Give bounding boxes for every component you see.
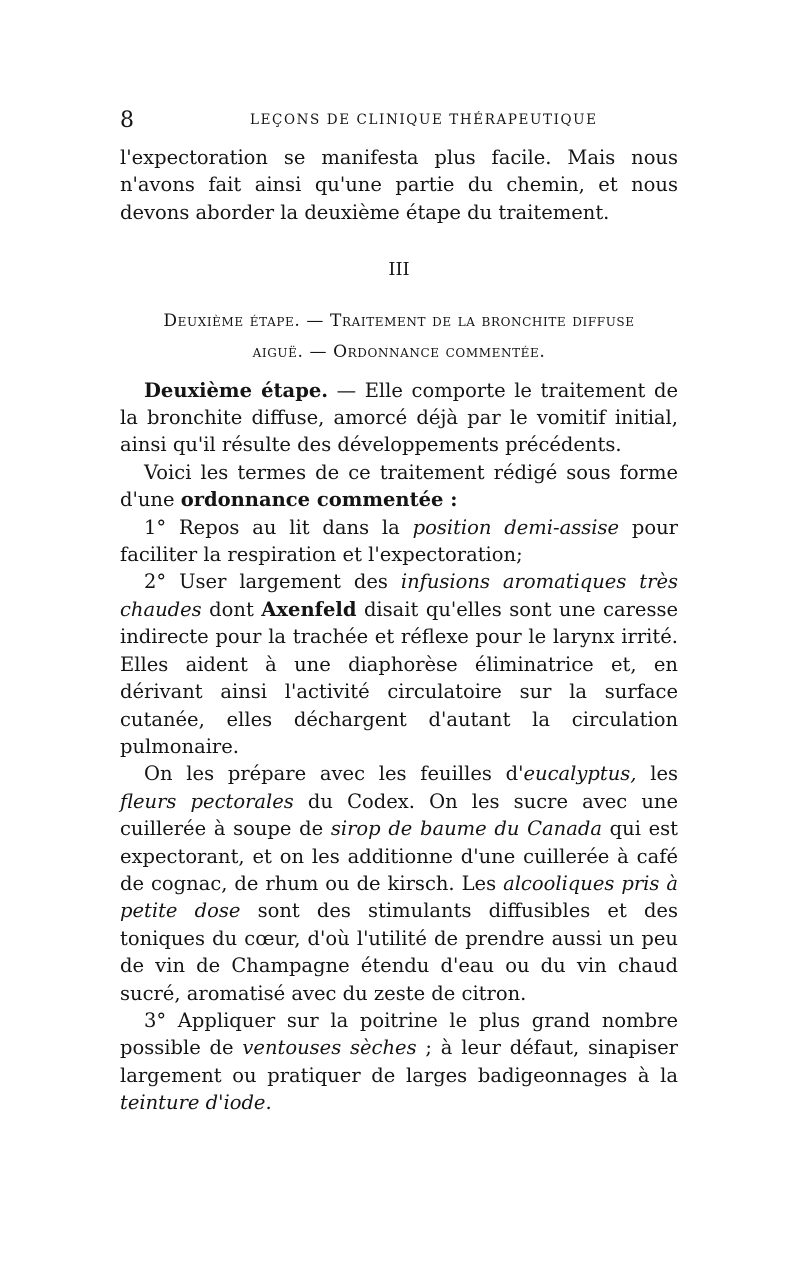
page-header xyxy=(120,108,678,144)
list-item-2: 2° User largement des infusions aromatiques très chaudes dont Axenfeld disait qu'elles sont une caresse indirecte pour la trachée et réflexe pour le larynx irrité. Elles aident à une diaphorèse éliminatrice et, en dérivant ainsi l'activité circulatoire sur la surface cutanée, elles déchargent d'autant la circulation pulmonaire. xyxy=(120,570,678,758)
section-title-line-1: Deuxième étape. — Traitement de la bronchite diffuse xyxy=(163,310,635,331)
section-title xyxy=(120,306,678,367)
paragraph-preparation: On les prépare avec les feuilles d'eucalyptus, les fleurs pectorales du Codex. On les sucre avec une cuillerée à soupe de sirop de baume du Canada qui est expectorant, et on les additionne d'une cuillerée à café de cognac, de rhum ou de kirsch. Les alcooliques pris à petite dose sont des stimulants diffusibles et des toniques du cœur, d'où l'utilité de prendre aussi un peu de vin de Champagne étendu d'eau ou du vin chaud sucré, aromatisé avec du zeste de citron. xyxy=(120,762,679,1005)
paragraph-voici: Voici les termes de ce traitement rédigé sous forme d'une ordonnance commentée : xyxy=(120,460,678,512)
intro-paragraph: l'expectoration se manifesta plus facile. Mais nous n'avons fait ainsi qu'une partie du chemin, et nous devons aborder la deuxième étape du traitement. xyxy=(120,146,678,224)
book-page xyxy=(120,108,678,1117)
section-title-line-2: aiguë. — Ordonnance commentée. xyxy=(252,341,546,362)
page-number: 8 xyxy=(120,108,134,133)
paragraph-deuxieme-etape: Deuxième étape. — Elle comporte le traitement de la bronchite diffuse, amorcé déjà par le vomitif initial, ainsi qu'il résulte des développements précédents. xyxy=(120,378,678,457)
section-number: III xyxy=(388,259,410,281)
body-text xyxy=(120,144,678,1117)
running-title: LEÇONS DE CLINIQUE THÉRAPEUTIQUE xyxy=(250,112,598,128)
list-item-1: 1° Repos au lit dans la position demi-assise pour faciliter la respiration et l'expectoration; xyxy=(120,515,678,567)
list-item-3: 3° Appliquer sur la poitrine le plus grand nombre possible de ventouses sèches ; à leur défaut, sinapiser largement ou pratiquer de larges badigeonnages à la teinture d'iode. xyxy=(120,1008,678,1115)
